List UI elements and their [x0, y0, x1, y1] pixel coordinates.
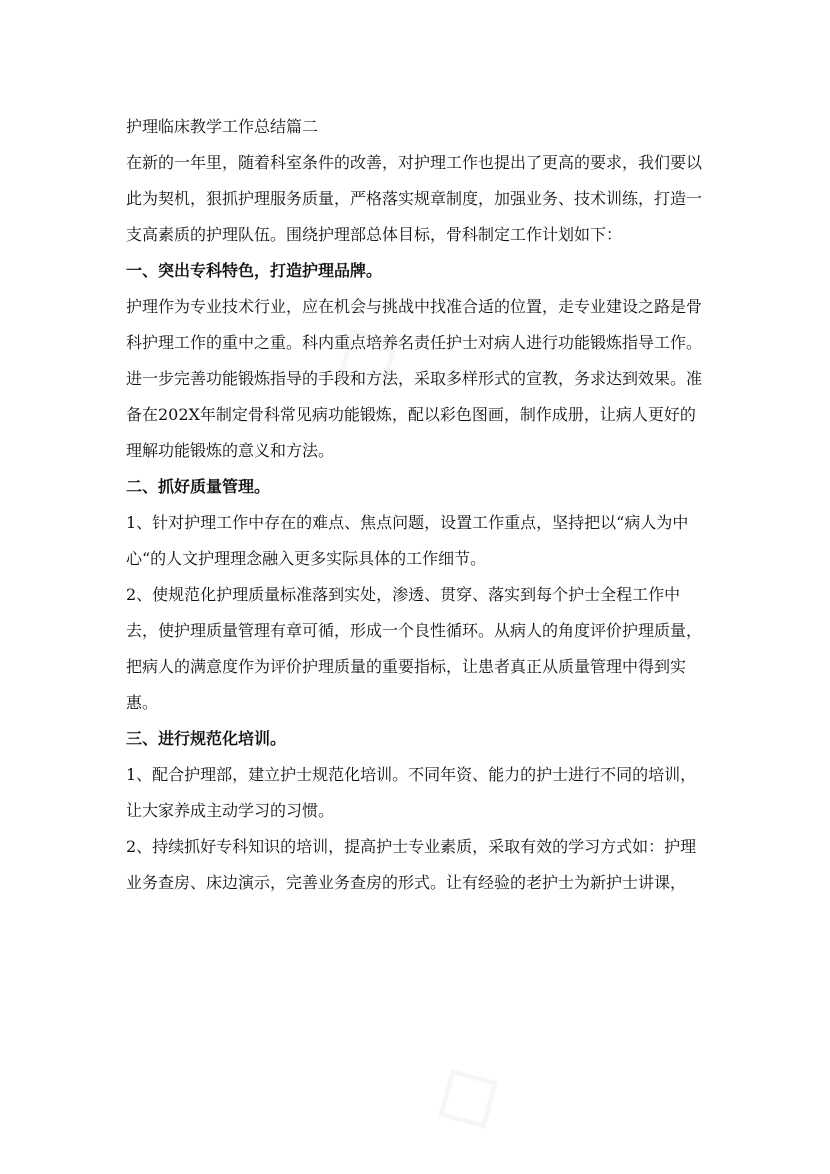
section-2-item-2: 2、使规范化护理质量标准落到实处，渗透、贯穿、落实到每个护士全程工作中去，使护理质量管理有章可循，形成一个良性循环。从病人的角度评价护理质量，把病人的满意度作为评价护理质量的重要指标，让患者真正从质量管理中得到实惠。	[126, 585, 703, 712]
section-2-item-1: 1、针对护理工作中存在的难点、焦点问题，设置工作重点，坚持把以“病人为中心“的人文护理理念融入更多实际具体的工作细节。	[126, 513, 689, 568]
section-3-item-1: 1、配合护理部，建立护士规范化培训。不同年资、能力的护士进行不同的培训，让大家养成主动学习的习惯。	[126, 765, 697, 820]
document-title: 护理临床教学工作总结篇二	[126, 117, 319, 136]
intro-paragraph: 在新的一年里，随着科室条件的改善，对护理工作也提出了更高的要求，我们要以此为契机，狠抓护理服务质量，严格落实规章制度，加强业务、技术训练，打造一支高素质的护理队伍。围绕护理部总体目标，骨科制定工作计划如下：	[126, 153, 703, 244]
section-1-heading: 一、突出专科特色，打造护理品牌。	[126, 261, 383, 280]
document-body	[126, 109, 710, 901]
watermark-mark	[408, 1030, 520, 1156]
section-3-item-2: 2、持续抓好专科知识的培训，提高护士专业素质，采取有效的学习方式如：护理业务查房、床边演示，完善业务查房的形式。让有经验的老护士为新护士讲课，	[126, 837, 697, 892]
section-2-heading: 二、抓好质量管理。	[126, 477, 271, 496]
section-3-heading: 三、进行规范化培训。	[126, 729, 287, 748]
section-1-body: 护理作为专业技术行业，应在机会与挑战中找准合适的位置，走专业建设之路是骨科护理工作的重中之重。科内重点培养名责任护士对病人进行功能锻炼指导工作。进一步完善功能锻炼指导的手段和方法，采取多样形式的宣教，务求达到效果。准备在202X年制定骨科常见病功能锻炼，配以彩色图画，制作成册，让病人更好的理解功能锻炼的意义和方法。	[126, 297, 703, 460]
